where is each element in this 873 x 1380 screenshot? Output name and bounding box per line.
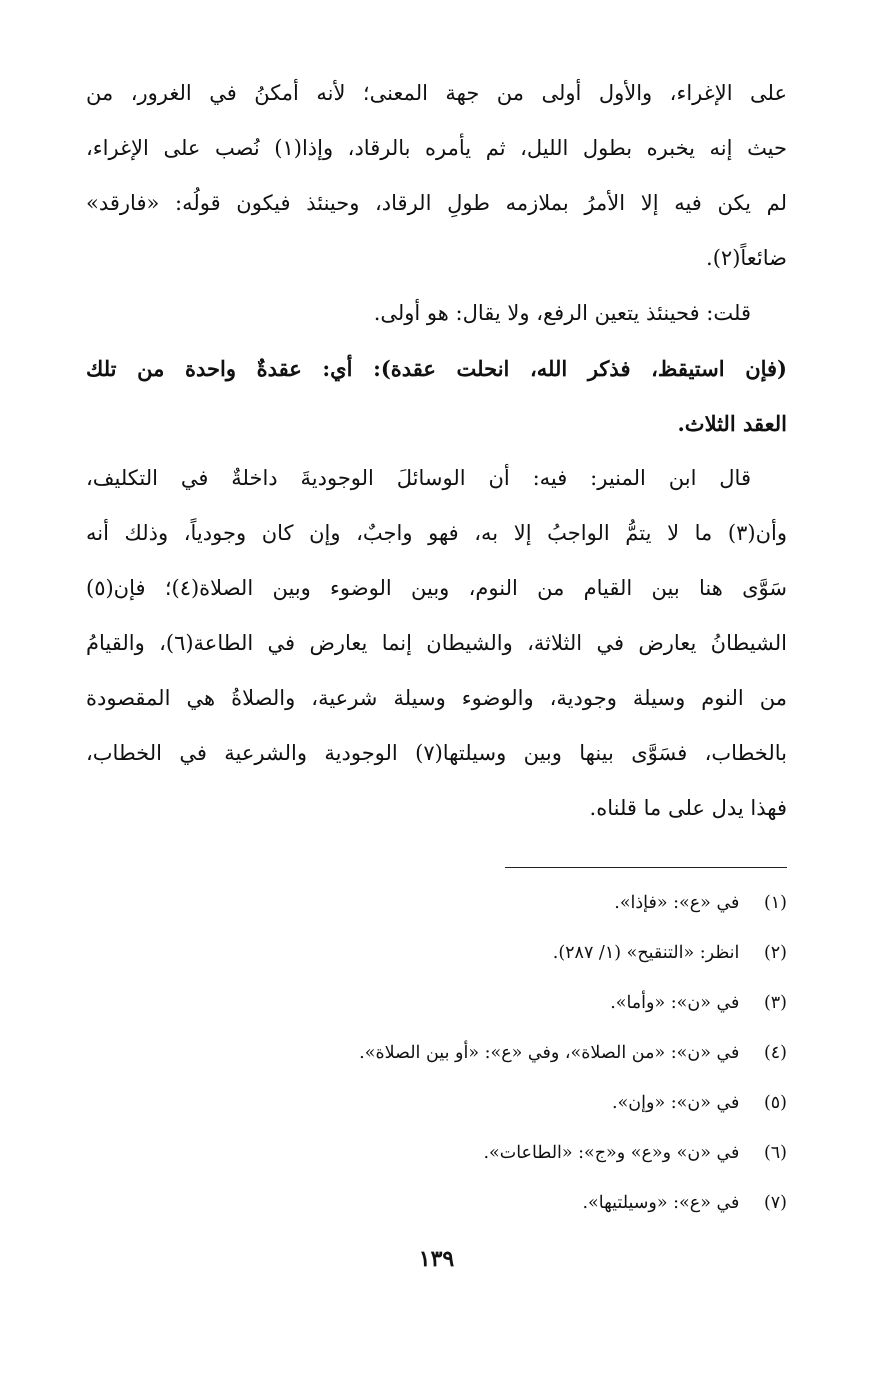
text-line: بالخطاب، فسَوَّى بينها وبين وسيلتها(٧) الوجودية والشرعية في الخطاب، — [86, 741, 787, 765]
text-line: فهذا يدل على ما قلناه. — [589, 796, 787, 820]
text-line: قلت: فحينئذ يتعين الرفع، ولا يقال: هو أولى. — [373, 301, 751, 325]
paragraph-3 — [86, 341, 787, 451]
footnote-text: في «ع»: «فإذا». — [614, 893, 740, 913]
footnote-number: (٥) — [763, 1093, 787, 1113]
text-line: حيث إنه يخبره بطول الليل، ثم يأمره بالرقاد، وإذا(١) نُصب على الإغراء، — [86, 136, 787, 160]
footnote-text: في «ن»: «وأما». — [610, 993, 740, 1013]
footnote — [86, 1128, 787, 1178]
footnote-text: انظر: «التنقيح» (١/ ٢٨٧). — [552, 943, 740, 963]
text-line: سَوَّى هنا بين القيام من النوم، وبين الوضوء وبين الصلاة(٤)؛ فإن(٥) — [86, 576, 787, 600]
text-line: لم يكن فيه إلا الأمرُ بملازمه طولِ الرقاد، وحينئذ فيكون قولُه: «فارقد» — [86, 191, 787, 215]
text-line: الشيطانُ يعارض في الثلاثة، والشيطان إنما يعارض في الطاعة(٦)، والقيامُ — [86, 631, 787, 655]
text-line: على الإغراء، والأول أولى من جهة المعنى؛ لأنه أمكنُ في الغرور، من — [86, 81, 787, 105]
text-line: قال ابن المنير: فيه: أن الوسائلَ الوجوديةَ داخلةٌ في التكليف، — [86, 466, 751, 490]
text-line: ضائعاً(٢). — [706, 246, 787, 270]
footnote — [86, 928, 787, 978]
paragraph-1 — [86, 66, 787, 286]
footnote — [86, 1178, 787, 1228]
footnote-text: في «ع»: «وسيلتيها». — [582, 1193, 740, 1213]
text-line: وأن(٣) ما لا يتمُّ الواجبُ إلا به، فهو واجبٌ، وإن كان وجودياً، وذلك أنه — [86, 521, 787, 545]
text-line: العقد الثلاث. — [677, 411, 787, 436]
footnote-text: في «ن»: «من الصلاة»، وفي «ع»: «أو بين الصلاة». — [359, 1043, 740, 1063]
footnote — [86, 978, 787, 1028]
paragraph-4 — [86, 451, 787, 836]
page-number: ١٣٩ — [418, 1246, 455, 1272]
footnote-number: (٧) — [763, 1193, 787, 1213]
main-text — [86, 66, 787, 836]
footnote-text: في «ن»: «وإن». — [612, 1093, 740, 1113]
footnote-number: (٢) — [763, 943, 787, 963]
footnotes — [86, 878, 787, 1228]
text-line: (فإن استيقظ، فذكر الله، انحلت عقدة): أي: عقدةٌ واحدة من تلك — [86, 356, 787, 381]
footnote-number: (٤) — [763, 1043, 787, 1063]
text-line: من النوم وسيلة وجودية، والوضوء وسيلة شرعية، والصلاةُ هي المقصودة — [86, 686, 787, 710]
footnote-number: (١) — [763, 893, 787, 913]
paragraph-2 — [86, 286, 787, 341]
footnote-separator — [505, 867, 787, 868]
footnote — [86, 1078, 787, 1128]
footnote — [86, 1028, 787, 1078]
footnote-number: (٣) — [763, 993, 787, 1013]
footnote-number: (٦) — [763, 1143, 787, 1163]
footnote-text: في «ن» و«ع» و«ج»: «الطاعات». — [483, 1143, 740, 1163]
footnote — [86, 878, 787, 928]
